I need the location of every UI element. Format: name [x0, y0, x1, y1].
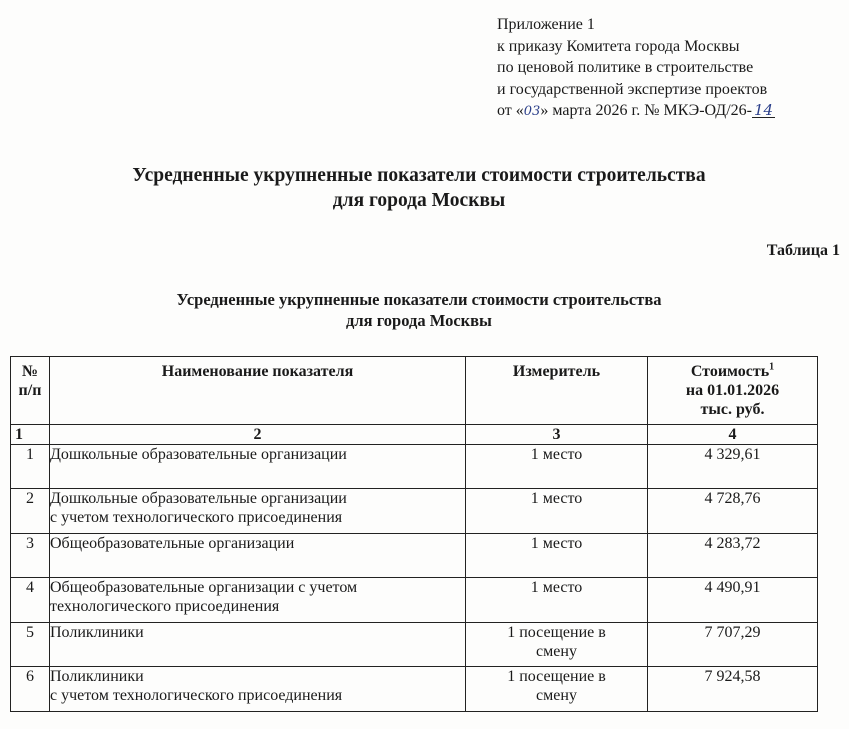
row-name — [50, 667, 466, 712]
row-cost: 4 283,72 — [648, 534, 818, 578]
row-name-line-1: Общеобразовательные организации — [50, 535, 295, 552]
header-cost-line-1 — [648, 362, 817, 381]
row-unit — [466, 578, 648, 623]
appendix-line-1: Приложение 1 — [497, 16, 595, 33]
row-unit-line-2: смену — [536, 643, 577, 660]
row-name-line-2: с учетом технологического присоединения — [50, 509, 343, 526]
table-header-row — [11, 357, 818, 425]
row-unit-line-1: 1 посещение в — [507, 668, 606, 685]
header-unit-text: Измеритель — [512, 363, 601, 380]
table-title-line-2: для города Москвы — [346, 311, 492, 330]
document-title-line-1: Усредненные укрупненные показатели стоимости строительства — [132, 165, 706, 186]
row-unit-line-1: 1 место — [530, 579, 583, 596]
row-name-line-1: Дошкольные образовательные организации — [50, 490, 347, 507]
appendix-line-5 — [497, 100, 775, 123]
row-cost: 4 329,61 — [648, 445, 818, 489]
footnote-marker: 1 — [769, 361, 775, 373]
table-row — [11, 489, 818, 534]
row-name — [50, 578, 466, 623]
appendix-line-2: к приказу Комитета города Москвы — [497, 37, 740, 55]
row-name-line-1: Поликлиники — [50, 624, 144, 641]
table-row — [11, 534, 818, 578]
row-unit — [466, 445, 648, 489]
header-name — [50, 357, 466, 425]
column-number-cell: 4 — [648, 425, 818, 445]
header-name-text: Наименование показателя — [161, 363, 354, 380]
row-name-line-1: Общеобразовательные организации с учетом — [50, 579, 358, 596]
document-title — [0, 163, 838, 213]
row-unit — [466, 534, 648, 578]
row-index: 6 — [11, 667, 50, 712]
table-row — [11, 578, 818, 623]
row-index: 4 — [11, 578, 50, 623]
row-name-line-2: технологического присоединения — [50, 598, 280, 615]
row-name — [50, 623, 466, 667]
table-row — [11, 445, 818, 489]
column-number-row — [11, 425, 818, 445]
column-number-cell: 3 — [466, 425, 648, 445]
row-index: 3 — [11, 534, 50, 578]
row-unit — [466, 667, 648, 712]
cost-indicators-table — [10, 356, 818, 712]
table-row — [11, 623, 818, 667]
row-unit-line-1: 1 место — [530, 535, 583, 552]
appendix-line-4: и государственной экспертизе проектов — [497, 80, 768, 98]
column-number-cell: 2 — [50, 425, 466, 445]
row-name-line-1: Поликлиники — [50, 668, 144, 685]
handwritten-order-number: 14 — [753, 101, 774, 119]
row-name — [50, 489, 466, 534]
header-number — [11, 357, 50, 425]
table-label: Таблица 1 — [766, 242, 840, 259]
table-title-line-1: Усредненные укрупненные показатели стоимости строительства — [176, 290, 662, 309]
table-row — [11, 667, 818, 712]
row-unit-line-1: 1 место — [530, 490, 583, 507]
header-cost-line-2: на 01.01.2026 — [685, 382, 780, 399]
row-index: 1 — [11, 445, 50, 489]
header-cost-text: Стоимость — [690, 363, 770, 380]
row-cost: 4 728,76 — [648, 489, 818, 534]
row-unit-line-1: 1 место — [530, 446, 583, 463]
document-title-line-2: для города Москвы — [332, 190, 506, 211]
row-unit — [466, 489, 648, 534]
row-index: 2 — [11, 489, 50, 534]
row-unit-line-1: 1 посещение в — [507, 624, 606, 641]
column-number-cell: 1 — [11, 425, 50, 445]
header-cost-line-3: тыс. руб. — [700, 401, 765, 418]
appendix-date-mid: » марта 2026 г. № МКЭ-ОД/26- — [540, 102, 752, 119]
row-name — [50, 445, 466, 489]
appendix-line-3: по ценовой политике в строительстве — [497, 59, 754, 76]
header-number-line-1: № — [21, 363, 39, 380]
row-index: 5 — [11, 623, 50, 667]
table-title — [0, 289, 838, 331]
appendix-date-prefix: от « — [497, 102, 524, 119]
row-unit — [466, 623, 648, 667]
row-cost: 7 924,58 — [648, 667, 818, 712]
row-name-line-2: с учетом технологического присоединения — [50, 687, 343, 704]
row-cost: 4 490,91 — [648, 578, 818, 623]
handwritten-day: 03 — [523, 104, 541, 119]
row-unit-line-2: смену — [536, 687, 577, 704]
row-cost: 7 707,29 — [648, 623, 818, 667]
appendix-header — [497, 14, 775, 123]
row-name-line-1: Дошкольные образовательные организации — [50, 446, 347, 463]
row-name — [50, 534, 466, 578]
header-cost — [648, 357, 818, 425]
header-unit — [466, 357, 648, 425]
header-number-line-2: п/п — [18, 382, 42, 399]
